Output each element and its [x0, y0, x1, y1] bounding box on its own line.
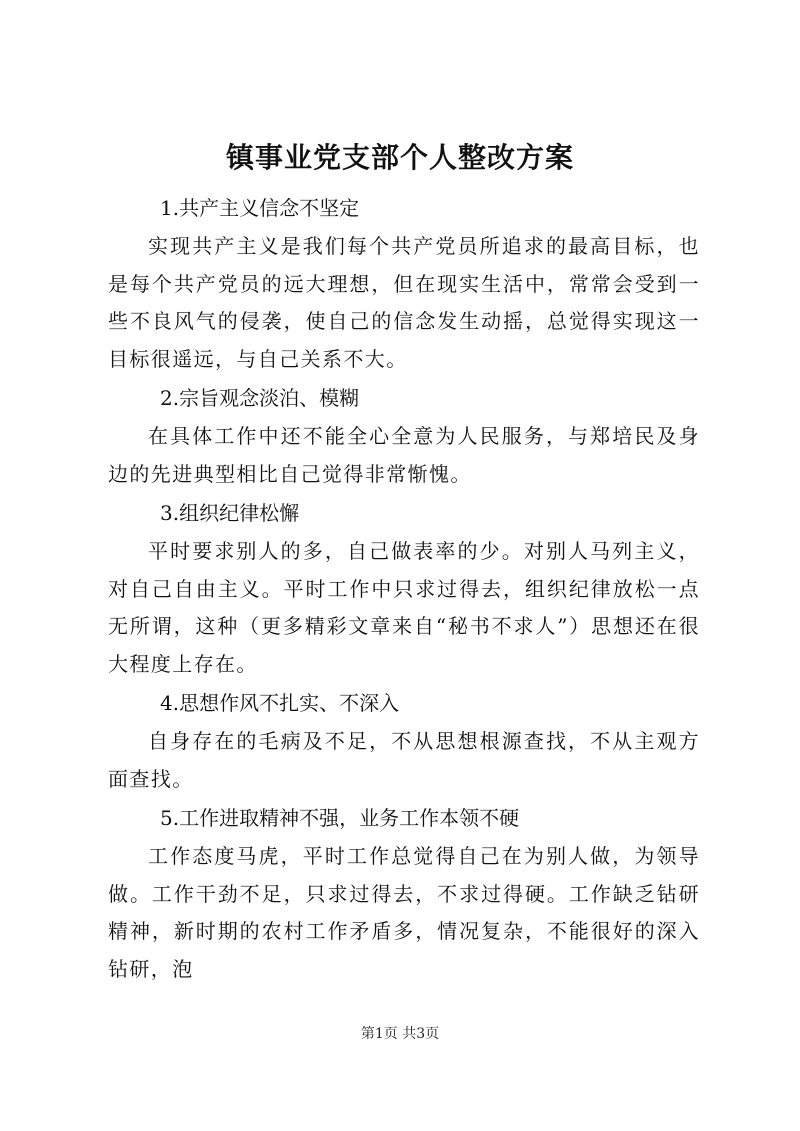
- section-paragraph-4: 自身存在的毛病及不足，不从思想根源查找，不从主观方面查找。: [108, 729, 700, 791]
- section-heading-5: 5.工作进取精神不强，业务工作本领不硬: [160, 806, 520, 830]
- page-footer: 第1页 共3页: [360, 1026, 440, 1042]
- section-heading-1: 1.共产主义信念不坚定: [160, 196, 360, 220]
- document-body: [108, 188, 700, 988]
- section-paragraph-2: 在具体工作中还不能全心全意为人民服务，与郑培民及身边的先进典型相比自己觉得非常惭愧。: [108, 424, 700, 486]
- section-heading-2: 2.宗旨观念淡泊、模糊: [160, 386, 360, 410]
- section-paragraph-3: 平时要求别人的多，自己做表率的少。对别人马列主义，对自己自由主义。平时工作中只求过得去，组织纪律放松一点无所谓，这种（更多精彩文章来自“秘书不求人”）思想还在很大程度上存在。: [108, 539, 700, 676]
- section-heading-3: 3.组织纪律松懈: [160, 501, 300, 525]
- section-paragraph-1: 实现共产主义是我们每个共产党员所追求的最高目标，也是每个共产党员的远大理想，但在现实生活中，常常会受到一些不良风气的侵袭，使自己的信念发生动摇，总觉得实现这一目标很遥远，与自己关系不大。: [108, 234, 700, 371]
- section-heading-4: 4.思想作风不扎实、不深入: [160, 691, 400, 715]
- section-paragraph-5: 工作态度马虎，平时工作总觉得自己在为别人做，为领导做。工作干劲不足，只求过得去，不求过得硬。工作缺乏钻研精神，新时期的农村工作矛盾多，情况复杂，不能很好的深入钻研，泡: [108, 844, 700, 981]
- document-title: 镇事业党支部个人整改方案: [225, 141, 574, 174]
